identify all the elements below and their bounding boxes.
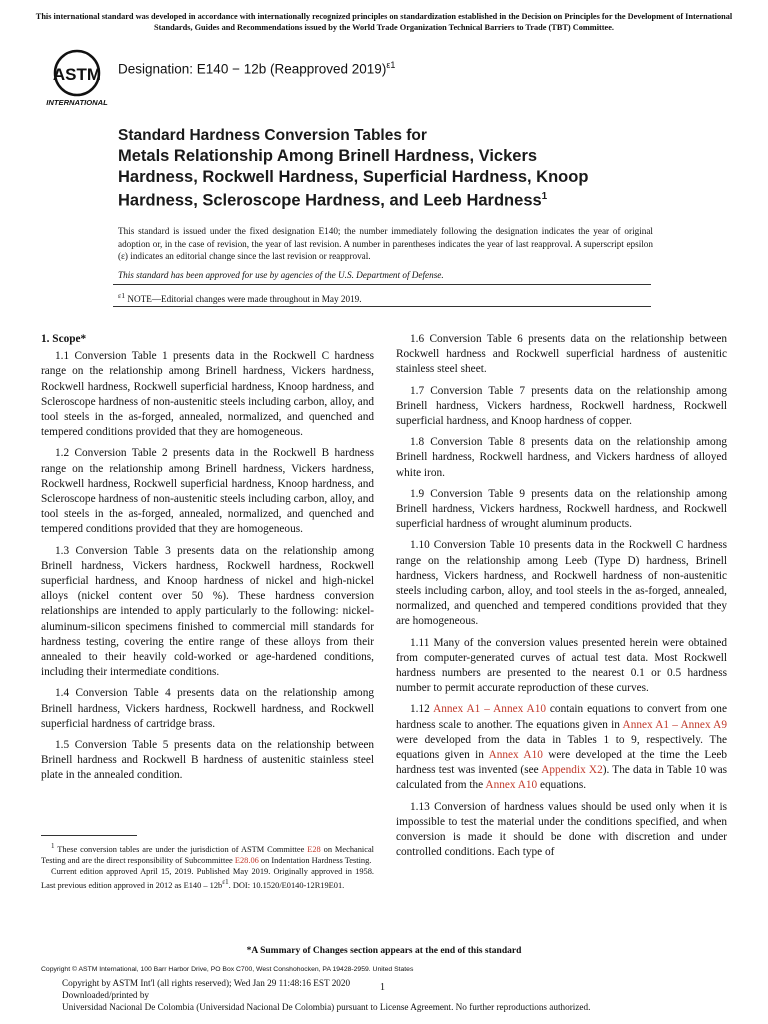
e28-link[interactable]: E28 (307, 844, 321, 854)
p12-text: were developed from the data in Tables 1 to 9, respectively. The equations given in (396, 733, 727, 762)
issued-statement: This standard is issued under the fixed designation E140; the number immediately following the designation indicates the year of original adoption or, in the case of revision, the year of last revision. A number in parentheses indicates the year of last reapproval. A superscript epsilon (ε) indicates an editorial change since the last revision or reapproval. (118, 226, 653, 261)
download-info (62, 977, 742, 1013)
para-1-6: 1.6 Conversion Table 6 presents data on the relationship between Rockwell hardness and Rockwell superficial hardness of austenitic stainless steel sheet. (396, 333, 727, 376)
download-line-3: Universidad Nacional De Colombia (Universidad Nacional De Colombia) pursuant to License Agreement. No further reproductions authorized. (62, 1002, 591, 1012)
dod-approval: This standard has been approved for use by agencies of the U.S. Department of Defense. (118, 270, 444, 280)
designation (118, 60, 395, 77)
right-column (396, 332, 727, 867)
p12-text: contain equations to convert from one hardness scale to another. The equations given in (396, 703, 727, 731)
title-line-2: Metals Relationship Among Brinell Hardness, Vickers (118, 147, 538, 165)
scope-heading: 1. Scope* (41, 333, 87, 345)
astm-logo (43, 47, 111, 109)
copyright-line: Copyright © ASTM International, 100 Barr Harbor Drive, PO Box C700, West Conshohocken, PA 19428-2959. United States (41, 966, 414, 973)
para-1-1: 1.1 Conversion Table 1 presents data in the Rockwell C hardness range on the relationship among Brinell hardness, Vickers hardness, Rockwell hardness, Rockwell superficial hardness, Knoop hardness, and Scleroscope hardness of non-austenitic steels including carbon, alloy, and tool steels in the as-forged, annealed, normalized, and quenched and tempered conditions provided that they are homogeneous. (41, 350, 374, 439)
enote-text: NOTE—Editorial changes were made throughout in May 2019. (125, 294, 362, 305)
document-title (118, 126, 718, 211)
footnote-divider (41, 835, 137, 836)
designation-text: Designation: E140 − 12b (Reapproved 2019) (118, 61, 387, 77)
para-1-8: 1.8 Conversion Table 8 presents data on the relationship among Brinell hardness, Rockwell hardness, and Vickers hardness of alloyed white iron. (396, 436, 727, 479)
para-1-9: 1.9 Conversion Table 9 presents data on the relationship among Brinell hardness, Vickers hardness, Rockwell hardness, and Rockwell superficial hardness of wrought aluminum products. (396, 487, 727, 531)
logo-subtext: INTERNATIONAL (46, 98, 108, 107)
divider (113, 284, 651, 285)
tbt-notice: This international standard was developed in accordance with internationally recognized principles on standardization established in the Decision on Principles for the Development of International Standards, Guides and Recommendations issued by the World Trade Organization Technical Barriers to Trade (TBT) Committee. (35, 12, 733, 32)
p12-text: ). The data in Table 10 was calculated from the (396, 764, 727, 792)
download-line-2: Downloaded/printed by (62, 990, 150, 1000)
annex-a10-link[interactable]: Annex A10 (488, 749, 543, 762)
page-number: 1 (380, 982, 385, 993)
para-1-2: 1.2 Conversion Table 2 presents data in the Rockwell B hardness range on the relationship among Brinell hardness, Vickers hardness, Rockwell hardness, Rockwell superficial hardness, Knoop hardness, and Scleroscope hardness of non-austenitic steels including carbon, alloy, and tool steels in the as-forged, annealed, normalized, and quenched and tempered conditions provided that they are homogeneous. (41, 447, 374, 536)
footnote (41, 841, 374, 891)
para-1-7: 1.7 Conversion Table 7 presents data on the relationship among Brinell hardness, Vickers hardness, Rockwell hardness, Rockwell superficial hardness, and Knoop hardness of copper. (396, 384, 727, 428)
footnote-text: These conversion tables are under the jurisdiction of ASTM Committee (54, 844, 308, 854)
edition-text: Current edition approved April 15, 2019. Published May 2019. Originally approved in 1958. Last previous edition approved in 2012 as E140 – 12b (41, 867, 374, 891)
doi-text: . DOI: 10.1520/E0140-12R19E01. (228, 881, 345, 891)
edition-sup: ε1 (222, 878, 229, 887)
summary-notice: *A Summary of Changes section appears at the end of this standard (246, 946, 522, 956)
title-line-4: Hardness, Scleroscope Hardness, and Leeb Hardness (118, 191, 542, 210)
para-1-13: 1.13 Conversion of hardness values should be used only when it is impossible to test the material under the conditions specified, and when conversion is made it should be done with discretion and under controlled conditions. Each type of (396, 800, 727, 859)
para-1-3: 1.3 Conversion Table 3 presents data on the relationship among Brinell hardness, Vickers hardness, Rockwell hardness, Rockwell superficial hardness, and Knoop hardness of nickel and high-nickel alloys (nickel content over 50 %). These hardness conversion relationships are intended to apply particularly to the following: nickel-aluminum-silicon specimens finished to commercial mill standards for hardness testing, covering the entire range of these alloys from their annealed to their heavily cold-worked or age-hardened conditions, including their intermediate conditions. (41, 544, 374, 679)
logo-text: ASTM (52, 65, 102, 84)
enote-sup: ε1 (118, 291, 126, 300)
annex-a1-a9-link[interactable]: Annex A1 – Annex A9 (622, 718, 727, 731)
annex-a1-a10-link[interactable]: Annex A1 – Annex A10 (433, 703, 546, 716)
para-1-10: 1.10 Conversion Table 10 presents data in the Rockwell C hardness range on the relationship among Leeb (Type D) hardness, Brinell hardness, Vickers hardness, and Rockwell hardness of non-austenitic steels including carbon, alloy, and tool steels in the as-forged, annealed, normalized, and quenched and tempered conditions provided that they are homogeneous. (396, 539, 727, 628)
divider (113, 306, 651, 307)
e28-06-link[interactable]: E28.06 (234, 856, 259, 865)
title-line-3: Hardness, Rockwell Hardness, Superficial Hardness, Knoop (118, 167, 589, 186)
designation-sup: ε1 (386, 60, 396, 70)
footnote-text: on Mechanical Testing and are the direct responsibility of Subcommittee (41, 844, 374, 865)
editorial-note (118, 291, 362, 304)
footnote-mark: 1 (51, 842, 55, 850)
appendix-x2-link[interactable]: Appendix X2 (541, 764, 603, 777)
annex-a10-link[interactable]: Annex A10 (485, 779, 538, 792)
footnote-text: on Indentation Hardness Testing. (258, 856, 372, 865)
p12-text: equations. (537, 779, 587, 792)
p12-text: were developed at the time the Leeb hardness test was invented (see (396, 749, 728, 777)
title-footnote-mark: 1 (541, 191, 548, 202)
left-column (41, 332, 374, 790)
download-line-1: Copyright by ASTM Int'l (all rights reserved); Wed Jan 29 11:48:16 EST 2020 (62, 978, 351, 988)
p12-text: 1.12 (410, 703, 434, 716)
para-1-5: 1.5 Conversion Table 5 presents data on the relationship between Brinell hardness and Rockwell B hardness of austenitic stainless steel plate in the annealed condition. (41, 739, 374, 782)
para-1-11: 1.11 Many of the conversion values presented herein were obtained from computer-generated curves of actual test data. Most Rockwell hardness numbers are presented to the nearest 0.1 or 0.5 hardness number to permit accurate reproduction of these curves. (396, 636, 727, 695)
title-line-1: Standard Hardness Conversion Tables for (118, 127, 427, 144)
para-1-4: 1.4 Conversion Table 4 presents data on the relationship among Brinell hardness, Vickers hardness, Rockwell hardness, and Rockwell superficial hardness of cartridge brass. (41, 687, 374, 730)
para-1-12 (396, 702, 727, 793)
